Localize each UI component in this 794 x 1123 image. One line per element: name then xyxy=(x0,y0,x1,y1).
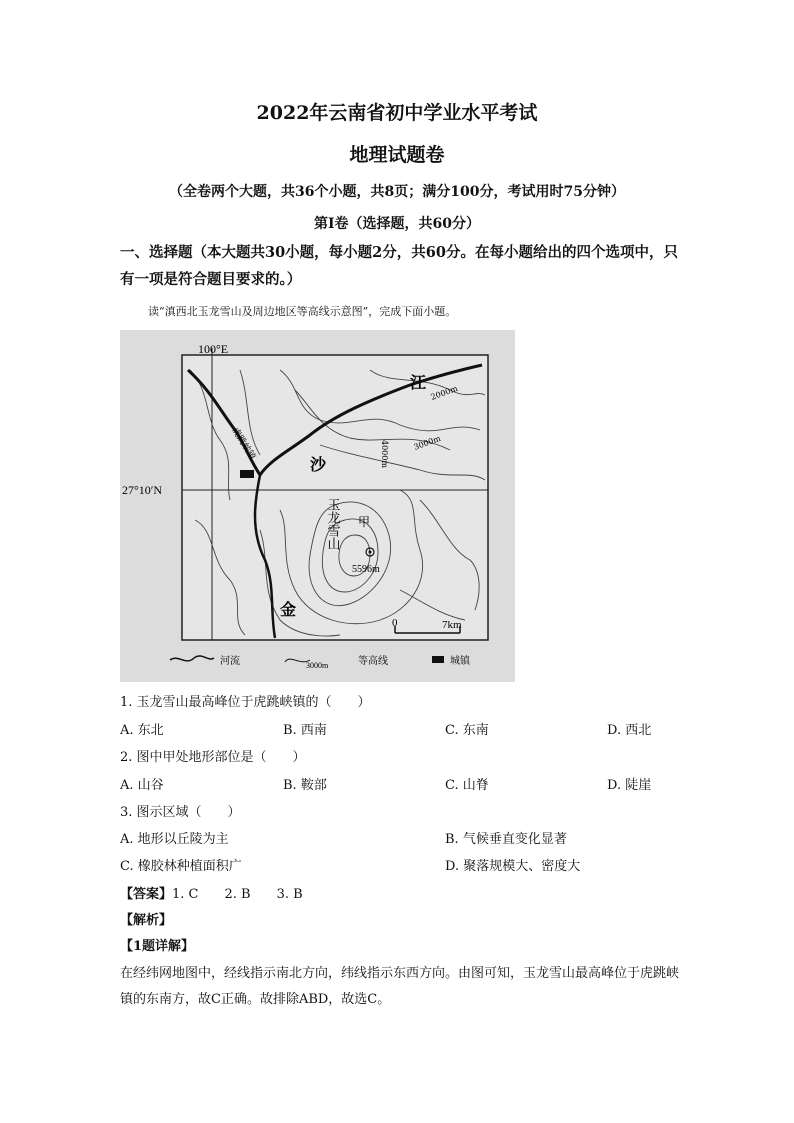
question-1-option-a[interactable]: A. 东北 xyxy=(120,723,164,738)
legend-contour: 等高线 xyxy=(358,656,388,667)
question-intro: 读“滇西北玉龙雪山及周边地区等高线示意图”，完成下面小题。 xyxy=(148,305,457,318)
question-1-option-d[interactable]: D. 西北 xyxy=(607,723,652,738)
part-heading: 第Ⅰ卷（选择题，共60分） xyxy=(313,216,481,232)
contour-label-2000: 2000m xyxy=(429,383,459,402)
question-2-option-c[interactable]: C. 山脊 xyxy=(445,778,489,793)
town-label: 虎跳峡镇 xyxy=(229,426,258,463)
legend-contour-value: 3000m xyxy=(306,661,329,670)
scale-label-7km: 7km xyxy=(442,619,462,631)
answer-value: 1. C 2. B 3. B xyxy=(172,887,303,902)
contour-map xyxy=(120,330,515,682)
contour-label-3000: 3000m xyxy=(412,433,442,452)
question-3-option-d[interactable]: D. 聚落规模大、密度大 xyxy=(445,859,581,874)
question-3-stem: 3. 图示区域（ ） xyxy=(120,805,241,820)
peak-elevation-label: 5596m xyxy=(352,564,380,575)
longitude-label: 100°E xyxy=(198,342,229,356)
analysis-label: 【解析】 xyxy=(120,913,173,928)
question-1-stem: 1. 玉龙雪山最高峰位于虎跳峡镇的（ ） xyxy=(120,695,371,710)
legend-river: 河流 xyxy=(220,656,240,667)
town-marker xyxy=(240,470,254,478)
river-label-jiang: 江 xyxy=(410,373,427,392)
exam-subtitle: 地理试题卷 xyxy=(349,144,445,166)
q1-detail-text: 在经纬网地图中，经线指示南北方向，纬线指示东西方向。由图可知，玉龙雪山最高峰位于虎跳峡镇的东南方，故C正确。故排除ABD，故选C。 xyxy=(120,966,680,1007)
q1-detail-label: 【1题详解】 xyxy=(120,939,195,954)
question-2-option-d[interactable]: D. 陡崖 xyxy=(607,778,652,793)
mountain-label: 玉龙雪山 xyxy=(324,498,340,550)
answer-label: 【答案】 xyxy=(120,887,173,902)
question-2-option-b[interactable]: B. 鞍部 xyxy=(283,778,327,793)
question-2-stem: 2. 图中甲处地形部位是（ ） xyxy=(120,750,306,765)
legend-town: 城镇 xyxy=(450,656,470,667)
question-2-option-a[interactable]: A. 山谷 xyxy=(120,778,164,793)
scale-label-0: 0 xyxy=(392,617,398,629)
question-3-option-a[interactable]: A. 地形以丘陵为主 xyxy=(120,832,229,847)
question-3-option-c[interactable]: C. 橡胶林种植面积广 xyxy=(120,859,242,874)
section-heading: 一、选择题（本大题共30小题，每小题2分，共60分。在每小题给出的四个选项中，只有一项是符合题目要求的。） xyxy=(120,244,678,288)
question-1-option-b[interactable]: B. 西南 xyxy=(283,723,327,738)
question-1-option-c[interactable]: C. 东南 xyxy=(445,723,489,738)
river-label-jin: 金 xyxy=(280,600,297,619)
answer-line xyxy=(120,883,303,902)
question-3-option-b[interactable]: B. 气候垂直变化显著 xyxy=(445,832,567,847)
peak-dot xyxy=(369,551,372,554)
exam-title: 2022年云南省初中学业水平考试 xyxy=(256,102,538,124)
contour-label-4000: 4000m xyxy=(380,440,389,468)
point-label: 甲 xyxy=(358,515,371,529)
exam-note: （全卷两个大题，共36个小题，共8页；满分100分，考试用时75分钟） xyxy=(169,184,625,200)
river-label-sha: 沙 xyxy=(310,455,327,474)
latitude-label: 27°10′N xyxy=(122,483,163,497)
